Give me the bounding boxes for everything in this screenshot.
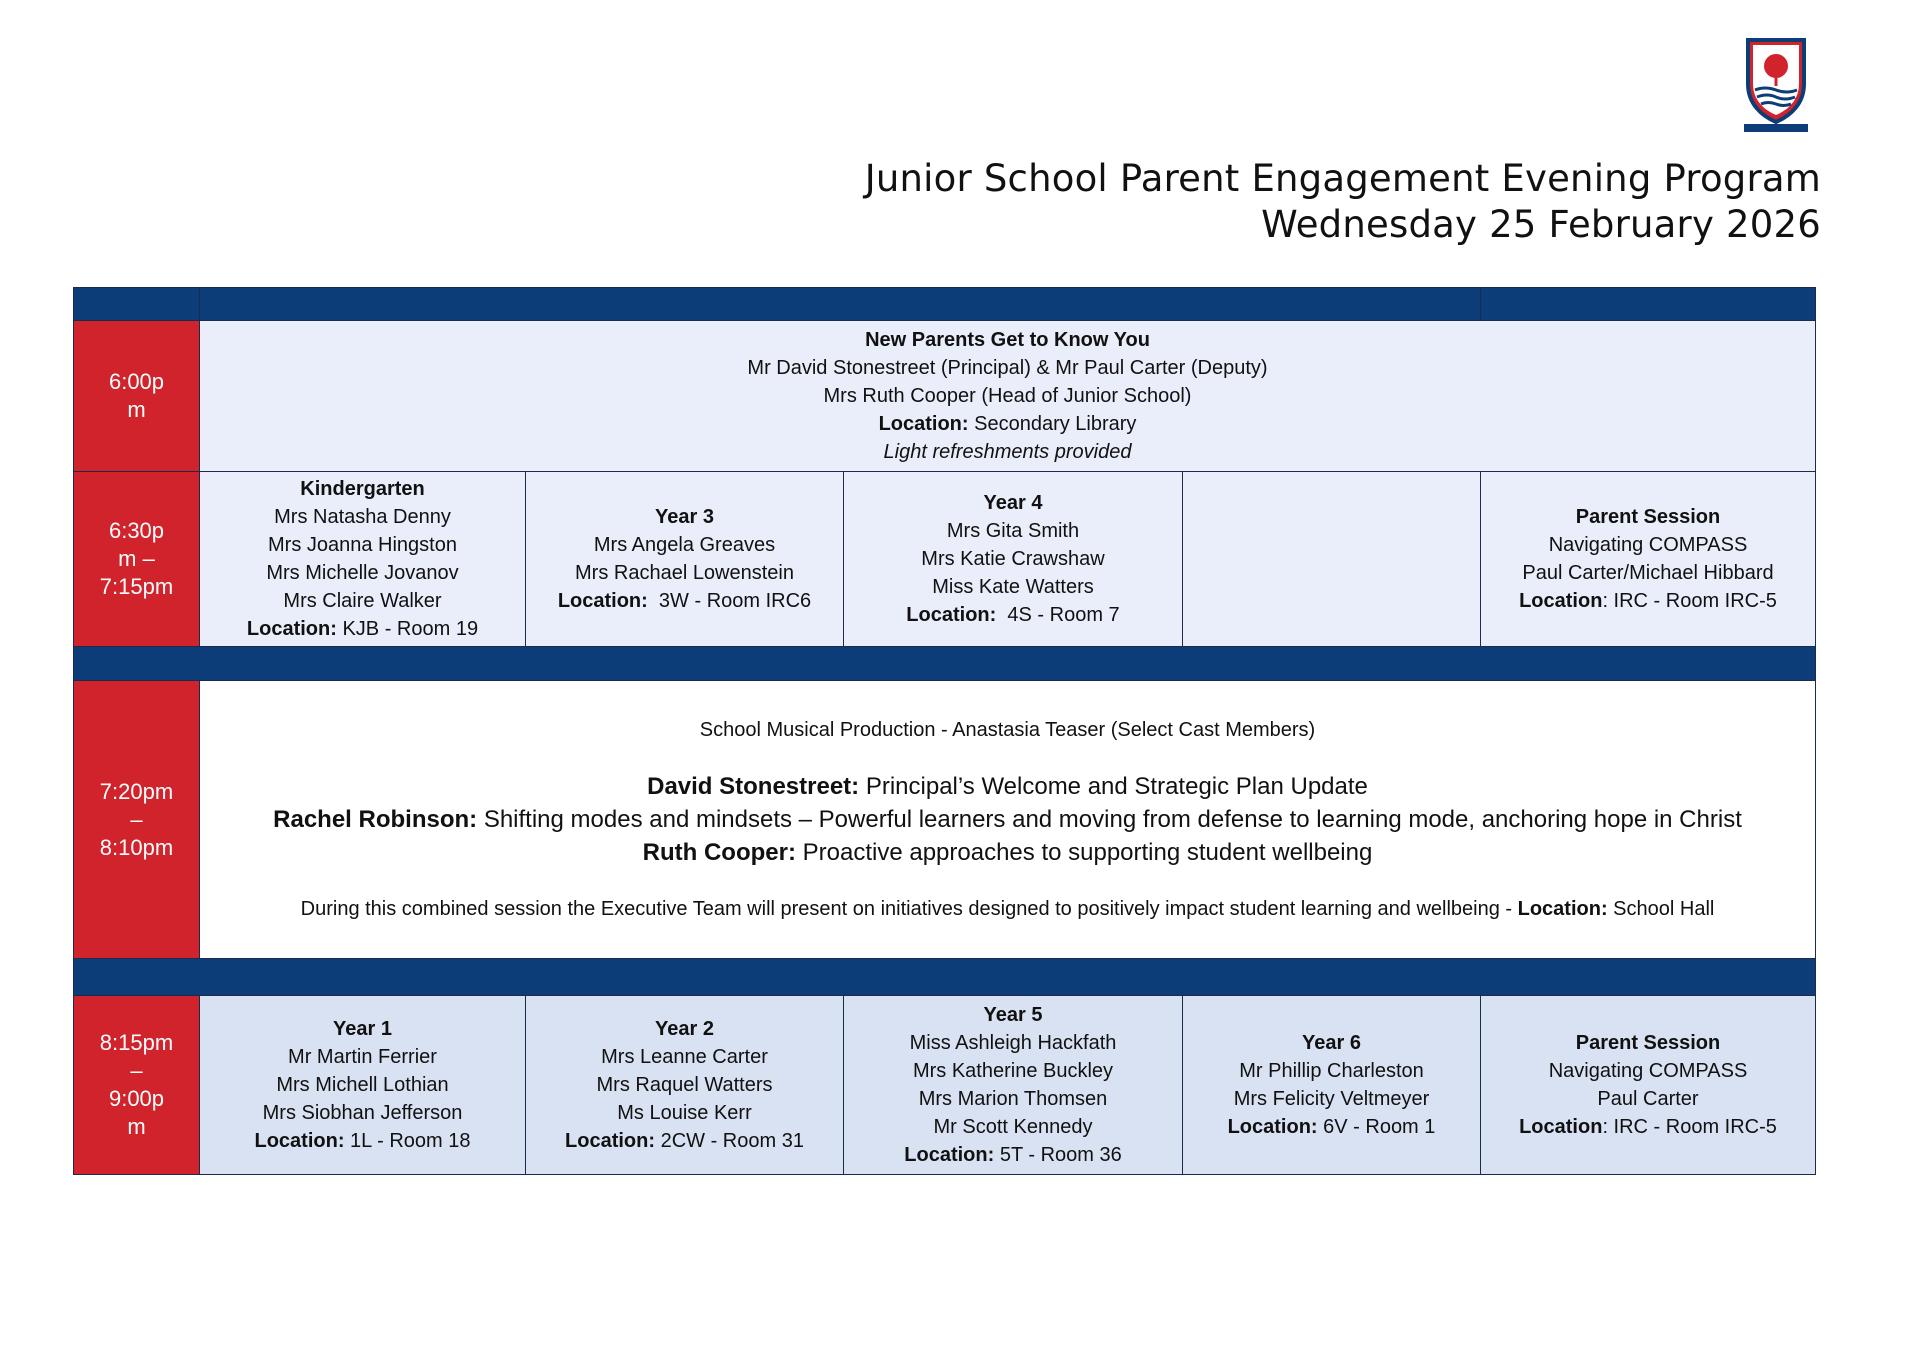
- presenter-line: Paul Carter: [1597, 1088, 1699, 1110]
- class-cell-kindergarten: [200, 472, 526, 647]
- header-bar-row: [74, 288, 1816, 321]
- refreshments-note: Light refreshments provided: [883, 441, 1132, 463]
- location-value: School Hall: [1607, 898, 1715, 920]
- time-text: 7:20pm: [99, 778, 174, 804]
- teacher-name: Mrs Raquel Watters: [596, 1074, 773, 1096]
- teacher-name: Mrs Katie Crawshaw: [921, 548, 1105, 570]
- class-heading: Year 5: [983, 1004, 1043, 1026]
- program-table: [73, 287, 1816, 1175]
- header-bar-cell: [1481, 288, 1816, 321]
- class-cell-parent-session: [1481, 996, 1816, 1175]
- teacher-name: Mrs Rachael Lowenstein: [575, 562, 794, 584]
- class-cell-year-4: [844, 472, 1183, 647]
- location-label: Location: [1519, 1116, 1603, 1138]
- teacher-name: Mrs Siobhan Jefferson: [262, 1102, 463, 1124]
- location-label: Location:: [246, 618, 337, 640]
- new-parents-cell: [200, 321, 1816, 472]
- speaker-name: David Stonestreet:: [647, 773, 860, 800]
- time-text: 6:00p: [108, 369, 165, 394]
- location-label: Location:: [1517, 898, 1608, 920]
- class-heading: Year 4: [983, 492, 1043, 514]
- class-cell-year-6: [1183, 996, 1481, 1175]
- talk-topic: Principal’s Welcome and Strategic Plan Update: [859, 773, 1368, 800]
- time-text: m –: [118, 546, 155, 571]
- time-cell: [74, 681, 200, 959]
- teacher-name: Mrs Katherine Buckley: [912, 1060, 1114, 1082]
- class-heading: Parent Session: [1575, 1032, 1721, 1054]
- session-summary: During this combined session the Executive Team will present on initiatives designed to positively impact student learning and wellbeing -: [300, 898, 1518, 920]
- teacher-name: Mrs Michell Lothian: [276, 1074, 449, 1096]
- talk-topic: Shifting modes and mindsets – Powerful learners and moving from defense to learning mode, anchoring hope in Christ: [477, 806, 1742, 833]
- location-value: : IRC - Room IRC-5: [1602, 590, 1777, 612]
- session-topic: Navigating COMPASS: [1548, 534, 1748, 556]
- class-cell-empty: [1183, 472, 1481, 647]
- session-row-late-classes: [74, 996, 1816, 1175]
- divider-bar: [74, 959, 1816, 996]
- time-text: m: [127, 1114, 146, 1139]
- time-text: 8:15pm: [99, 1030, 174, 1055]
- time-cell: [74, 472, 200, 647]
- time-cell: [74, 321, 200, 472]
- class-cell-year-5: [844, 996, 1183, 1175]
- production-line: School Musical Production - Anastasia Teaser (Select Cast Members): [699, 719, 1316, 741]
- presenter-line: Paul Carter/Michael Hibbard: [1522, 562, 1774, 584]
- location-value: 4S - Room 7: [996, 604, 1120, 626]
- location-value: 6V - Room 1: [1317, 1116, 1436, 1138]
- teacher-name: Mr Phillip Charleston: [1239, 1060, 1424, 1082]
- location-label: Location:: [906, 604, 997, 626]
- location-value: Secondary Library: [968, 413, 1137, 435]
- class-heading: Kindergarten: [300, 478, 425, 500]
- teacher-name: Mrs Joanna Hingston: [268, 534, 457, 556]
- divider-row: [74, 959, 1816, 996]
- teacher-name: Miss Ashleigh Hackfath: [909, 1032, 1117, 1054]
- teacher-name: Mrs Natasha Denny: [274, 506, 451, 528]
- teacher-name: Mrs Michelle Jovanov: [266, 562, 459, 584]
- page-titles: [865, 156, 1821, 248]
- session-topic: Navigating COMPASS: [1548, 1060, 1748, 1082]
- class-cell-year-1: [200, 996, 526, 1175]
- teacher-name: Ms Louise Kerr: [617, 1102, 752, 1124]
- speaker-name: Rachel Robinson:: [273, 806, 478, 833]
- teacher-name: Mr Martin Ferrier: [288, 1046, 437, 1068]
- teacher-name: Miss Kate Watters: [932, 576, 1094, 598]
- class-heading: Year 1: [333, 1018, 392, 1040]
- session-heading: New Parents Get to Know You: [865, 329, 1150, 351]
- presenter-line: Mr David Stonestreet (Principal) & Mr Paul Carter (Deputy): [747, 357, 1268, 379]
- combined-session-cell: [200, 681, 1816, 959]
- speaker-name: Ruth Cooper:: [642, 839, 796, 866]
- location-label: Location:: [565, 1130, 656, 1152]
- time-text: –: [130, 1058, 143, 1083]
- school-crest-logo: [1738, 34, 1814, 138]
- class-cell-parent-session: [1481, 472, 1816, 647]
- session-row-early-classes: [74, 472, 1816, 647]
- location-value: 1L - Room 18: [344, 1130, 471, 1152]
- teacher-name: Mrs Claire Walker: [283, 590, 442, 612]
- teacher-name: Mr Scott Kennedy: [933, 1116, 1093, 1138]
- header-bar-cell: [200, 288, 1481, 321]
- class-heading: Year 3: [655, 506, 714, 528]
- class-cell-year-3: [526, 472, 844, 647]
- time-cell: [74, 996, 200, 1175]
- location-label: Location: [1519, 590, 1603, 612]
- page-date: Wednesday 25 February 2026: [1261, 203, 1821, 246]
- page-title: Junior School Parent Engagement Evening Program: [864, 157, 1821, 200]
- presenter-line: Mrs Ruth Cooper (Head of Junior School): [823, 385, 1192, 407]
- divider-bar: [74, 647, 1816, 681]
- teacher-name: Mrs Leanne Carter: [601, 1046, 768, 1068]
- class-cell-year-2: [526, 996, 844, 1175]
- location-label: Location:: [1227, 1116, 1318, 1138]
- teacher-name: Mrs Gita Smith: [946, 520, 1080, 542]
- time-text: 9:00p: [108, 1086, 165, 1111]
- location-label: Location:: [878, 413, 969, 435]
- location-value: 5T - Room 36: [994, 1144, 1122, 1166]
- class-heading: Parent Session: [1575, 506, 1721, 528]
- location-value: KJB - Room 19: [336, 618, 479, 640]
- location-value: : IRC - Room IRC-5: [1602, 1116, 1777, 1138]
- header-bar-cell: [74, 288, 200, 321]
- location-label: Location:: [254, 1130, 345, 1152]
- teacher-name: Mrs Marion Thomsen: [918, 1088, 1108, 1110]
- session-row-combined: [74, 681, 1816, 959]
- teacher-name: Mrs Angela Greaves: [593, 534, 776, 556]
- time-text: m: [127, 397, 146, 422]
- location-label: Location:: [904, 1144, 995, 1166]
- time-text: 7:15pm: [99, 574, 174, 599]
- time-text: –: [130, 806, 143, 832]
- teacher-name: Mrs Felicity Veltmeyer: [1233, 1088, 1430, 1110]
- class-heading: Year 6: [1302, 1032, 1361, 1054]
- class-heading: Year 2: [655, 1018, 714, 1040]
- location-value: 3W - Room IRC6: [647, 590, 812, 612]
- session-row-new-parents: [74, 321, 1816, 472]
- location-label: Location:: [557, 590, 648, 612]
- divider-row: [74, 647, 1816, 681]
- talk-topic: Proactive approaches to supporting student wellbeing: [795, 839, 1373, 866]
- time-text: 8:10pm: [99, 834, 174, 860]
- time-text: 6:30p: [108, 518, 165, 543]
- location-value: 2CW - Room 31: [655, 1130, 804, 1152]
